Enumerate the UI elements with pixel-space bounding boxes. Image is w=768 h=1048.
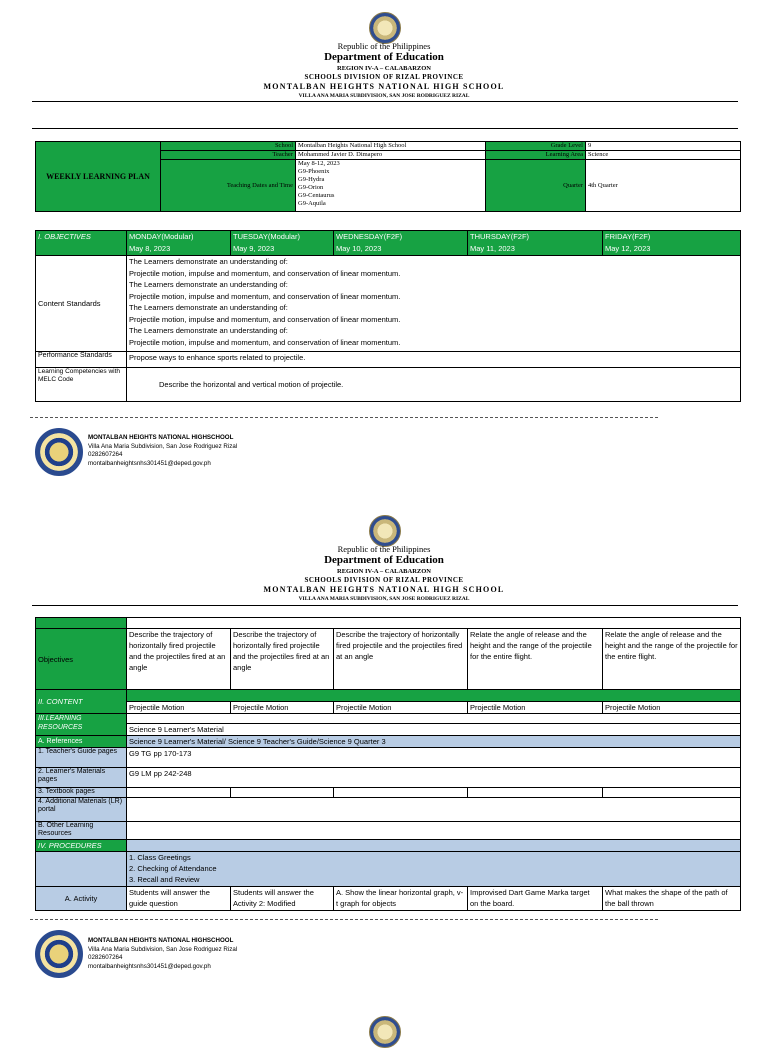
content-cell: Projectile Motion — [468, 702, 603, 714]
empty-cell — [127, 618, 741, 629]
content-standards-label: Content Standards — [36, 256, 127, 352]
day-name: WEDNESDAY(F2F) — [336, 232, 403, 241]
section-divider — [32, 128, 738, 129]
day-date: May 9, 2023 — [233, 243, 275, 253]
day-header — [231, 231, 334, 256]
procedure-step: 3. Recall and Review — [129, 875, 200, 884]
school-name-text: MONTALBAN HEIGHTS NATIONAL HIGH SCHOOL — [263, 82, 505, 91]
republic-text: Republic of the Philippines — [337, 544, 431, 554]
deped-seal-icon — [369, 515, 401, 547]
footer-school-name: MONTALBAN HEIGHTS NATIONAL HIGHSCHOOL — [88, 434, 234, 441]
activity-label: A. Activity — [36, 887, 127, 911]
weekly-learning-plan-title: WEEKLY LEARNING PLAN — [36, 142, 161, 212]
school-address-text: VILLA ANA MARIA SUBDIVISION, SAN JOSE RODRIGUEZ RIZAL — [298, 93, 470, 99]
footer-phone: 0282607264 — [88, 451, 123, 458]
content-line: Projectile motion, impulse and momentum, and conservation of linear momentum. — [129, 268, 401, 278]
quarter-label: Quarter — [486, 160, 586, 212]
activity-cell: Students will answer the Activity 2: Modified — [231, 887, 334, 911]
activity-cell: A. Show the linear horizontal graph, v-t graph for objects — [334, 887, 468, 911]
footer-address: Villa Ana Maria Subdivision, San Jose Rodriguez Rizal — [88, 442, 238, 450]
section-line: G9-Hydra — [298, 176, 325, 183]
day-date: May 11, 2023 — [470, 243, 515, 253]
day-name: THURSDAY(F2F) — [470, 232, 530, 241]
activity-cell: Improvised Dart Game Marka target on the board. — [468, 887, 603, 911]
grade-value: 9 — [586, 142, 741, 151]
division-text: SCHOOLS DIVISION OF RIZAL PROVINCE — [304, 73, 464, 81]
objective-cell: Describe the trajectory of horizontally fired projectile and the projectiles fired at an angle — [231, 629, 334, 690]
performance-standards-label: Performance Standards — [36, 352, 127, 368]
empty-cell — [231, 788, 334, 798]
school-label: School — [161, 142, 296, 151]
learners-materials-value: G9 LM pp 242-248 — [127, 768, 741, 788]
empty-cell — [127, 798, 741, 822]
header-divider — [32, 605, 738, 606]
day-date: May 10, 2023 — [336, 243, 382, 253]
learners-materials-label: 2. Learner's Materials pages — [36, 768, 127, 788]
empty-cell — [468, 788, 603, 798]
procedures-label: IV. PROCEDURES — [36, 840, 127, 852]
day-name: FRIDAY(F2F) — [605, 232, 651, 241]
day-date: May 8, 2023 — [129, 243, 171, 253]
dates-line: May 8-12, 2023 — [298, 160, 340, 167]
day-name: TUESDAY(Modular) — [233, 232, 300, 241]
footer-block — [88, 937, 237, 971]
performance-standards-value: Propose ways to enhance sports related to projectile. — [127, 352, 741, 368]
section-line: G9-Orion — [298, 184, 324, 191]
references-value: Science 9 Learner's Material/ Science 9 Teacher's Guide/Science 9 Quarter 3 — [127, 736, 741, 748]
green-bar — [127, 690, 741, 702]
empty-cell — [127, 788, 231, 798]
references-label: A. References — [36, 736, 127, 748]
quarter-value: 4th Quarter — [586, 160, 741, 212]
department-text: Department of Education — [324, 554, 444, 566]
empty-cell — [127, 840, 741, 852]
section-line: G9-Phoenix — [298, 168, 330, 175]
activity-cell: Students will answer the guide question — [127, 887, 231, 911]
objective-cell: Relate the angle of release and the height and the range of the projectile for the entire flight. — [468, 629, 603, 690]
header-divider — [32, 101, 738, 102]
content-standards-value — [127, 256, 741, 352]
day-date: May 12, 2023 — [605, 243, 651, 253]
learning-resources-label: III.LEARNING RESOURCES — [36, 714, 127, 736]
footer-school-name: MONTALBAN HEIGHTS NATIONAL HIGHSCHOOL — [88, 937, 234, 944]
learning-area-label: Learning Area — [486, 151, 586, 160]
footer-address: Villa Ana Maria Subdivision, San Jose Rodriguez Rizal — [88, 945, 238, 953]
content-cell: Projectile Motion — [334, 702, 468, 714]
section-line: G9-Centaurus — [298, 192, 335, 199]
republic-text: Republic of the Philippines — [337, 41, 431, 51]
day-name: MONDAY(Modular) — [129, 232, 194, 241]
learning-resources-value: Science 9 Learner's Material — [127, 724, 741, 736]
school-name-text: MONTALBAN HEIGHTS NATIONAL HIGH SCHOOL — [263, 585, 505, 594]
learning-area-value: Science — [586, 151, 741, 160]
green-header-bar — [36, 618, 127, 629]
day-header — [334, 231, 468, 256]
content-cell: Projectile Motion — [231, 702, 334, 714]
region-text: REGION IV-A – CALABARZON — [337, 65, 431, 72]
footer-block — [88, 434, 237, 468]
additional-materials-label: 4. Additional Materials (LR) portal — [36, 798, 127, 822]
info-table — [35, 141, 741, 212]
textbook-label: 3. Textbook pages — [36, 788, 127, 798]
content-line: Projectile motion, impulse and momentum, and conservation of linear momentum. — [129, 314, 401, 324]
objectives-header: I. OBJECTIVES — [36, 231, 127, 256]
teacher-label: Teacher — [161, 151, 296, 160]
empty-cell — [127, 714, 741, 724]
teachers-guide-value: G9 TG pp 170-173 — [127, 748, 741, 768]
department-text: Department of Education — [324, 51, 444, 63]
school-logo-icon — [35, 930, 83, 978]
content-cell: Projectile Motion — [603, 702, 741, 714]
objective-cell: Describe the trajectory of horizontally fired projectile and the projectiles fired at an angle — [127, 629, 231, 690]
section-line: G9-Aquila — [298, 200, 326, 207]
day-header — [468, 231, 603, 256]
content-line: The Learners demonstrate an understanding of: — [129, 257, 288, 266]
day-header — [127, 231, 231, 256]
region-text: REGION IV-A – CALABARZON — [337, 568, 431, 575]
school-value: Montalban Heights National High School — [296, 142, 486, 151]
teachers-guide-label: 1. Teacher's Guide pages — [36, 748, 127, 768]
objectives-label: Objectives — [36, 629, 127, 690]
teaching-dates-value — [296, 160, 486, 212]
content-line: Projectile motion, impulse and momentum, and conservation of linear momentum. — [129, 291, 401, 301]
procedure-step: 1. Class Greetings — [129, 853, 191, 862]
footer-phone: 0282607264 — [88, 954, 123, 961]
content-line: Projectile motion, impulse and momentum, and conservation of linear momentum. — [129, 337, 401, 347]
page-break-divider — [30, 919, 658, 920]
teacher-value: Mohammed Javier D. Dimapero — [296, 151, 486, 160]
day-header — [603, 231, 741, 256]
grade-label: Grade Level — [486, 142, 586, 151]
deped-seal-icon — [369, 1016, 401, 1048]
activity-cell: What makes the shape of the path of the ball thrown — [603, 887, 741, 911]
procedures-table — [35, 617, 741, 911]
content-cell: Projectile Motion — [127, 702, 231, 714]
empty-cell — [603, 788, 741, 798]
content-label: II. CONTENT — [36, 690, 127, 714]
empty-cell — [127, 822, 741, 840]
content-line: The Learners demonstrate an understanding of: — [129, 303, 288, 312]
school-logo-icon — [35, 428, 83, 476]
school-address-text: VILLA ANA MARIA SUBDIVISION, SAN JOSE RODRIGUEZ RIZAL — [298, 596, 470, 602]
footer-email: montalbanheightsnhs301451@deped.gov.ph — [88, 459, 211, 467]
page-break-divider — [30, 417, 658, 418]
procedures-steps — [127, 852, 741, 887]
deped-seal-icon — [369, 12, 401, 44]
objective-cell: Relate the angle of release and the height and the range of the projectile for the entire flight. — [603, 629, 741, 690]
melc-value: Describe the horizontal and vertical motion of projectile. — [127, 368, 741, 402]
division-text: SCHOOLS DIVISION OF RIZAL PROVINCE — [304, 576, 464, 584]
other-resources-label: B. Other Learning Resources — [36, 822, 127, 840]
objective-cell: Describe the trajectory of horizontally fired projectile and the projectiles fired at an angle — [334, 629, 468, 690]
procedure-step: 2. Checking of Attendance — [129, 864, 217, 873]
footer-email: montalbanheightsnhs301451@deped.gov.ph — [88, 962, 211, 970]
teaching-dates-label: Teaching Dates and Time — [161, 160, 296, 212]
empty-cell — [334, 788, 468, 798]
melc-label: Learning Competencies with MELC Code — [36, 368, 127, 402]
objectives-table — [35, 230, 741, 402]
content-line: The Learners demonstrate an understanding of: — [129, 280, 288, 289]
content-line: The Learners demonstrate an understanding of: — [129, 326, 288, 335]
empty-cell — [36, 852, 127, 887]
